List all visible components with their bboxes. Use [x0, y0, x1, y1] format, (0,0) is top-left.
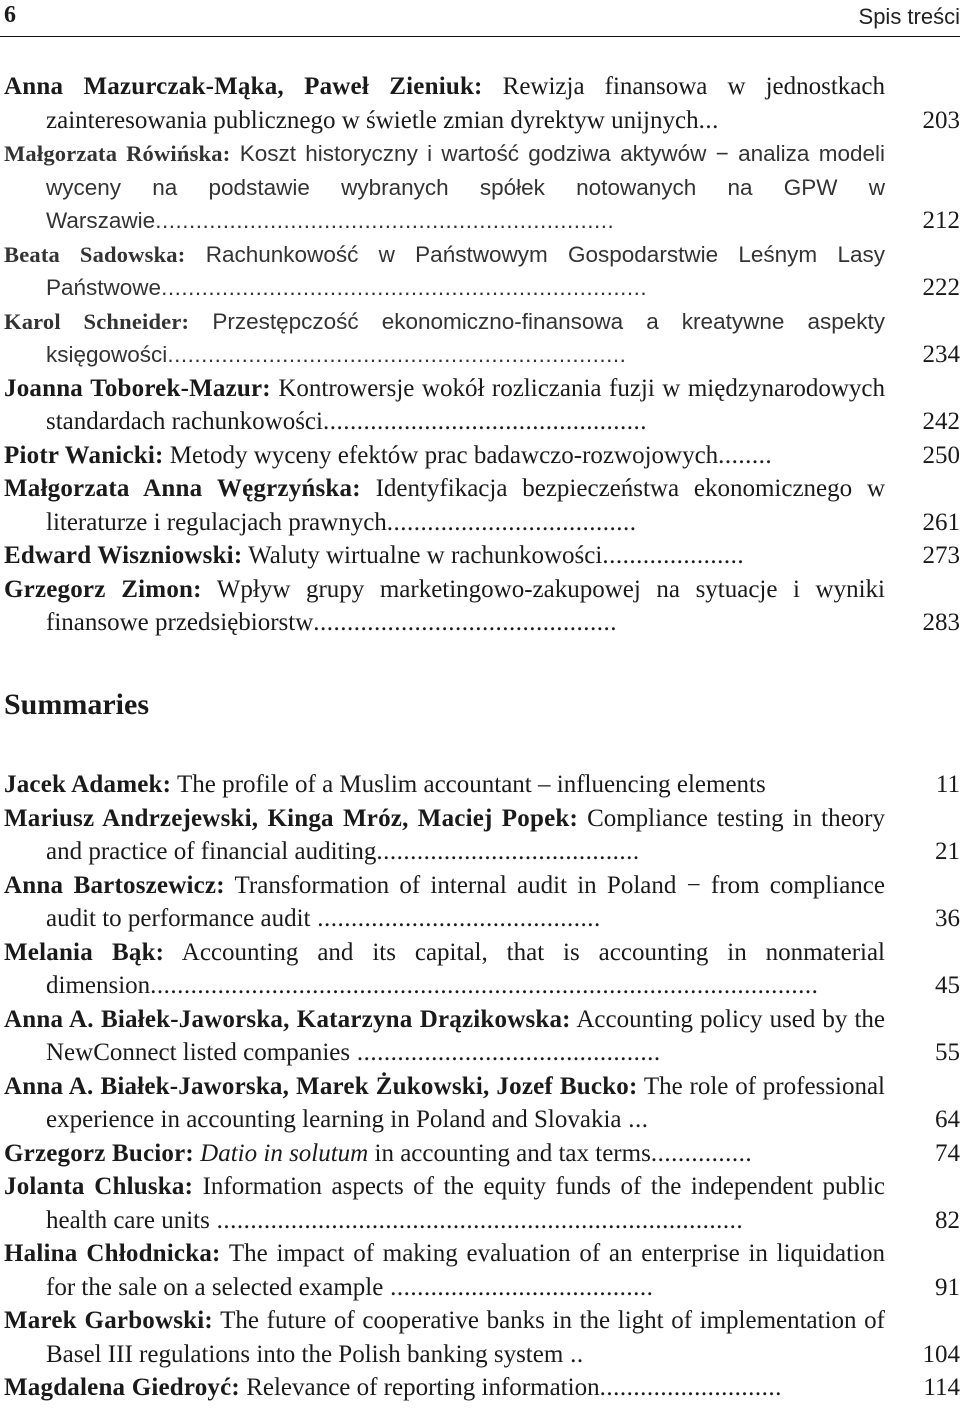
toc-entry-text	[4, 1371, 885, 1405]
page-header	[0, 0, 960, 40]
toc-page-number: 273	[922, 542, 960, 569]
toc-author: Anna Mazurczak-Mąka, Paweł Zieniuk:	[4, 73, 483, 100]
toc-entry-text	[4, 1070, 885, 1137]
toc-entry	[4, 539, 960, 573]
toc-entry-text	[4, 305, 885, 372]
toc-author: Piotr Wanicki:	[4, 441, 164, 469]
toc-entry	[4, 1371, 960, 1405]
toc-entry-text	[4, 70, 885, 137]
toc-page-number: 36	[935, 905, 960, 932]
toc-entry-text	[4, 1003, 885, 1070]
toc-title: Identyfikacja bezpieczeństwa ekonomicznego w literaturze i regulacjach prawnych	[46, 475, 886, 536]
dot-leader: ........................................................................	[161, 275, 648, 300]
toc-page-number: 212	[922, 207, 960, 234]
toc-title: Transformation of internal audit in Poland − from compliance audit to performance audit	[46, 871, 885, 932]
toc-title: Rewizja finansowa w jednostkach zainteresowania publicznego w świetle zmian dyrektyw unijnych	[46, 73, 886, 134]
toc-page-number: 114	[923, 1374, 960, 1401]
toc-author: Mariusz Andrzejewski, Kinga Mróz, Maciej Popek:	[4, 804, 578, 832]
dot-leader: ....................................................................	[167, 342, 627, 367]
toc-list-summaries	[4, 768, 960, 1405]
toc-entry	[4, 573, 960, 640]
toc-entry	[4, 1137, 960, 1171]
toc-entry-text	[4, 1137, 885, 1171]
toc-author: Anna A. Białek-Jaworska, Katarzyna Drązikowska:	[4, 1005, 571, 1033]
toc-page-number: 91	[935, 1273, 960, 1301]
dot-leader: ................................................	[322, 408, 647, 435]
dot-leader: ..........................................	[310, 905, 601, 932]
toc-page-number: 234	[922, 341, 960, 368]
toc-entry-text	[4, 573, 885, 640]
toc-title: The future of cooperative banks in the light of implementation of Basel III regulations into the Polish banking system	[46, 1307, 885, 1368]
toc-title: Kontrowersje wokół rozliczania fuzji w międzynarodowych standardach rachunkowości	[46, 374, 886, 435]
toc-title: The profile of a Muslim accountant – influencing elements	[177, 771, 766, 798]
toc-page-number: 64	[935, 1106, 960, 1133]
dot-leader: .............................................	[350, 1039, 661, 1066]
toc-author: Beata Sadowska:	[4, 241, 186, 267]
toc-title: Metody wyceny efektów prac badawczo-rozwojowych	[169, 441, 719, 469]
toc-entry	[4, 372, 960, 439]
toc-author: Marek Garbowski:	[4, 1307, 213, 1334]
toc-author: Grzegorz Bucior:	[4, 1139, 194, 1167]
toc-entry	[4, 802, 960, 869]
toc-entry	[4, 238, 960, 305]
toc-entry-text	[4, 238, 885, 305]
toc-entry	[4, 1003, 960, 1070]
toc-entry	[4, 1170, 960, 1237]
dot-leader: .....................	[602, 542, 745, 569]
toc-page-number: 250	[922, 441, 960, 469]
running-title: Spis treści	[858, 4, 960, 29]
dot-leader: .......................................	[383, 1273, 654, 1301]
toc-author: Jacek Adamek:	[4, 771, 172, 798]
toc-page-number: 21	[935, 838, 960, 865]
toc-author: Anna A. Białek-Jaworska, Marek Żukowski, Jozef Bucko:	[4, 1072, 638, 1100]
toc-title: Information aspects of the equity funds of the independent public health care units	[46, 1173, 886, 1234]
toc-entry-text	[4, 539, 885, 573]
toc-page-number: 203	[922, 106, 960, 134]
header-rule	[0, 36, 960, 37]
toc-entry	[4, 936, 960, 1003]
toc-title: Rachunkowość w Państwowym Gospodarstwie Leśnym Lasy Państwowe	[46, 241, 885, 300]
toc-entry	[4, 1304, 960, 1371]
toc-title: Accounting policy used by the NewConnect listed companies	[46, 1005, 885, 1066]
toc-author: Małgorzata Anna Węgrzyńska:	[4, 475, 361, 502]
toc-author: Melania Bąk:	[4, 938, 165, 966]
toc-page-number: 222	[922, 274, 960, 301]
section-title-summaries: Summaries	[4, 688, 149, 721]
dot-leader: ..	[563, 1340, 584, 1368]
toc-entry-text	[4, 372, 885, 439]
page-number: 6	[4, 2, 16, 28]
toc-entry	[4, 1070, 960, 1137]
toc-entry-text	[4, 802, 885, 869]
toc-entry-text	[4, 1237, 885, 1304]
toc-list-polish	[4, 70, 960, 640]
toc-author: Jolanta Chluska:	[4, 1173, 194, 1200]
toc-author: Edward Wiszniowski:	[4, 542, 243, 569]
toc-entry-text	[4, 1170, 885, 1237]
toc-title: The role of professional experience in accounting learning in Poland and Slovakia	[46, 1072, 885, 1133]
toc-entry	[4, 768, 960, 802]
dot-leader: ...........................	[599, 1374, 782, 1401]
dot-leader: ...	[698, 106, 719, 134]
dot-leader: ...............	[650, 1139, 753, 1167]
toc-page-number: 45	[935, 972, 960, 999]
dot-leader: .....................................	[386, 508, 637, 536]
toc-entry-text	[4, 1304, 885, 1371]
toc-entry-text	[4, 869, 885, 936]
toc-title: Przestępczość ekonomiczno-finansowa a kreatywne aspekty księgowości	[46, 308, 885, 367]
toc-title: Koszt historyczny i wartość godziwa aktywów − analiza modeli wyceny na podstawie wybranych spółek notowanych na GPW w Warszawie	[46, 141, 885, 233]
toc-page-number: 74	[935, 1139, 960, 1167]
toc-title: The impact of making evaluation of an enterprise in liquidation for the sale on a selected example	[46, 1240, 885, 1301]
toc-page-number: 104	[922, 1340, 960, 1368]
dot-leader: ...................................................................................................	[150, 972, 819, 999]
dot-leader: .............................................	[313, 609, 618, 636]
toc-entry	[4, 439, 960, 473]
toc-title: Accounting and its capital, that is accounting in nonmaterial dimension	[46, 938, 886, 999]
toc-entry	[4, 1237, 960, 1304]
toc-title: Relevance of reporting information	[246, 1374, 600, 1401]
toc-author: Halina Chłodnicka:	[4, 1240, 221, 1267]
dot-leader: ..............................................................................	[209, 1206, 744, 1234]
toc-entry	[4, 869, 960, 936]
toc-entry-text	[4, 439, 885, 473]
toc-entry	[4, 472, 960, 539]
toc-page-number: 261	[922, 508, 960, 536]
dot-leader: ........	[718, 441, 773, 469]
toc-page-number: 11	[935, 771, 960, 798]
toc-page-number: 283	[922, 609, 960, 636]
toc-page-number: 55	[935, 1039, 960, 1066]
toc-entry-text	[4, 137, 885, 238]
dot-leader: ....................................................................	[155, 208, 615, 233]
toc-entry-text	[4, 768, 885, 802]
toc-author: Magdalena Giedroyć:	[4, 1374, 240, 1401]
toc-entry	[4, 137, 960, 238]
toc-title: in accounting and tax terms	[368, 1139, 651, 1167]
toc-title-italic: Datio in solutum	[200, 1139, 369, 1167]
toc-author: Joanna Toborek-Mazur:	[4, 374, 271, 402]
toc-page-number: 242	[922, 408, 960, 435]
toc-entry-text	[4, 936, 885, 1003]
toc-entry-text	[4, 472, 885, 539]
toc-title: Wpływ grupy marketingowo-zakupowej na sytuacje i wyniki finansowe przedsiębiorstw	[46, 575, 885, 636]
toc-author: Małgorzata Rówińska:	[4, 141, 231, 166]
toc-page-number: 82	[935, 1206, 960, 1234]
toc-entry	[4, 70, 960, 137]
dot-leader: ...	[621, 1106, 649, 1133]
toc-author: Karol Schneider:	[4, 308, 190, 334]
toc-title: Compliance testing in theory and practice of financial auditing	[46, 804, 885, 865]
toc-author: Anna Bartoszewicz:	[4, 871, 225, 899]
toc-author: Grzegorz Zimon:	[4, 575, 202, 603]
dot-leader: .......................................	[376, 838, 640, 865]
toc-entry	[4, 305, 960, 372]
toc-title: Waluty wirtualne w rachunkowości	[248, 542, 603, 569]
